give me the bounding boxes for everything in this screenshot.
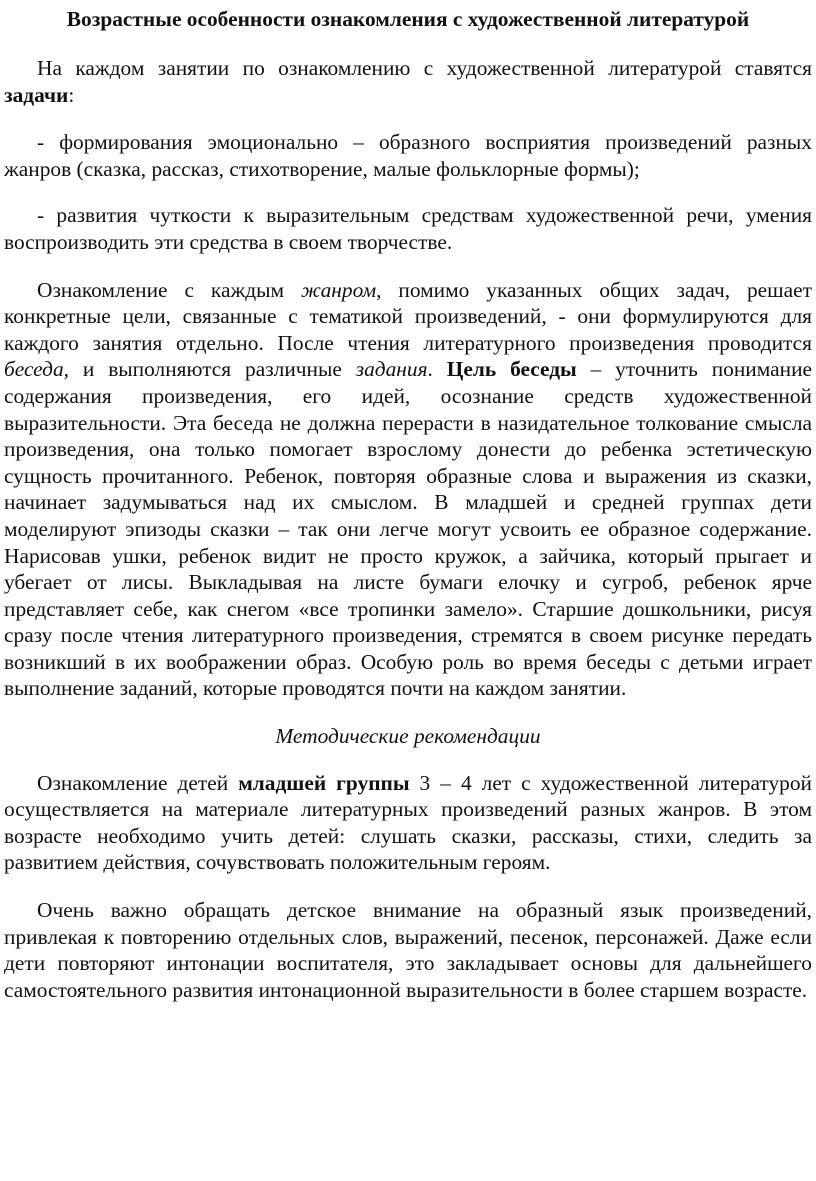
text-run: , помимо указанных общих задач, решает конкретные цели, связанные с тематикой произведений, - они формулируются для каждого занятия отдельно. После чтения литературного произведения проводится: [4, 277, 812, 355]
italic-term-tasks: задания: [355, 357, 428, 382]
bold-term-younger-group: младшей группы: [238, 770, 410, 795]
text-run: Ознакомление с каждым: [37, 277, 301, 302]
text-run: .: [427, 357, 447, 382]
text-run: :: [68, 82, 75, 107]
text-run: Ознакомление детей: [37, 770, 239, 795]
italic-term-genre: жанром: [300, 277, 377, 302]
text-run: 3 – 4 лет с художественной литературой осуществляется на материале литературных произведений разных жанров. В этом возрасте необходимо учить детей: слушать сказки, рассказы, стихи, следить за развитием действия, сочувствовать положительным героям.: [4, 770, 813, 875]
section-subtitle: Методические рекомендации: [275, 724, 541, 749]
bold-term-goal: Цель беседы: [446, 357, 577, 382]
paragraph-younger-group: [4, 770, 812, 876]
italic-term-conversation: беседа: [4, 357, 64, 382]
text-run: – уточнить понимание содержания произведения, его идей, осознание средств художественной выразительности. Эта беседа не должна перерасти в назидательное толкование смысла произведения, она только помогает взрослому донести до ребенка эстетическую сущность прочитанного. Ребенок, повторяя образные слова и выражения из сказки, начинает задумываться над их смыслом. В младшей и средней группах дети моделируют эпизоды сказки – так они легче могут усвоить ее образное содержание. Нарисовав ушки, ребенок видит не просто кружок, а зайчика, который прыгает и убегает от лисы. Выкладывая на листе бумаги елочку и сугроб, ребенок ярче представляет себе, как снегом «все тропинки замело». Старшие дошкольники, рисуя сразу после чтения литературного произведения, стремятся в своем рисунке передать возникший в их воображении образ. Особую роль во время беседы с детьми играет выполнение заданий, которые проводятся почти на каждом занятии.: [4, 357, 813, 701]
paragraph-tasks-intro: [4, 55, 812, 108]
paragraph-figurative-language: Очень важно обращать детское внимание на образный язык произведений, привлекая к повторению отдельных слов, выражений, песенок, персонажей. Даже если дети повторяют интонации воспитателя, это закладывает основы для дальнейшего самостоятельного развития интонационной выразительности в более старшем возрасте.: [4, 898, 812, 1002]
paragraph-task-2: - развития чуткости к выразительным средствам художественной речи, умения воспроизводить эти средства в своем творчестве.: [4, 203, 812, 254]
text-run: На каждом занятии по ознакомлению с художественной литературой ставятся: [37, 56, 812, 80]
document-title: Возрастные особенности ознакомления с художественной литературой: [66, 7, 750, 31]
bold-term-tasks: задачи: [4, 82, 69, 107]
text-run: , и выполняются различные: [63, 357, 356, 382]
paragraph-task-1: - формирования эмоционально – образного восприятия произведений разных жанров (сказка, рассказ, стихотворение, малые фольклорные формы);: [4, 130, 812, 181]
paragraph-genres: [4, 277, 812, 703]
